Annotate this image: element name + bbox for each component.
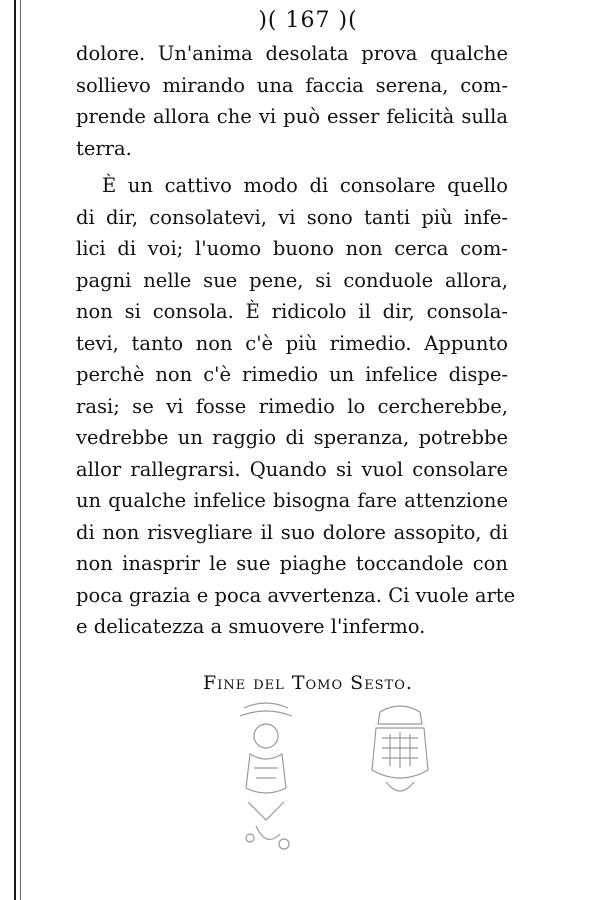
paragraph-2 — [76, 170, 516, 643]
text-line: tevi, tanto non c'è più rimedio. Appunto — [76, 331, 508, 355]
colophon-title: Fine del Tomo Sesto. — [203, 672, 413, 694]
body-text — [76, 38, 516, 643]
page-edge-line — [14, 0, 16, 900]
text-line: perchè non c'è rimedio un infelice dispe- — [76, 363, 508, 386]
text-line: e delicatezza a smuovere l'infermo. — [76, 615, 426, 638]
text-line: prende allora che vi può esser felicità sulla — [76, 105, 508, 128]
library-stamp-left — [226, 698, 306, 858]
text-line: terra. — [76, 136, 132, 160]
text-line: di non risvegliare il suo dolore assopito, di — [76, 520, 508, 544]
text-line: sollievo mirando una faccia serena, com- — [76, 73, 508, 97]
text-line: un qualche infelice bisogna fare attenzione — [76, 489, 508, 512]
text-line: rasi; se vi fosse rimedio lo cercherebbe, — [76, 394, 508, 418]
paragraph-1 — [76, 38, 508, 164]
text-line: vedrebbe un raggio di speranza, potrebbe — [76, 426, 508, 449]
text-line: allor rallegrarsi. Quando si vuol consolare — [76, 457, 508, 481]
text-line: non si consola. È ridicolo il dir, consola- — [76, 300, 508, 323]
text-line: pagni nelle sue pene, si conduole allora, — [76, 268, 508, 292]
library-stamp-right — [360, 700, 440, 810]
page-number: )( 167 )( — [258, 8, 358, 33]
text-line: dolore. Un'anima desolata prova qualche — [76, 42, 508, 65]
text-line: di dir, consolatevi, vi sono tanti più infe- — [76, 205, 508, 229]
text-line: È un cattivo modo di consolare quello — [102, 174, 508, 197]
text-line: lici di voi; l'uomo buono non cerca com- — [76, 237, 508, 260]
text-line: non inasprir le sue piaghe toccandole con — [76, 552, 508, 575]
page-edge-shadow — [20, 0, 21, 900]
text-line: poca grazia e poca avvertenza. Ci vuole arte — [76, 583, 516, 607]
